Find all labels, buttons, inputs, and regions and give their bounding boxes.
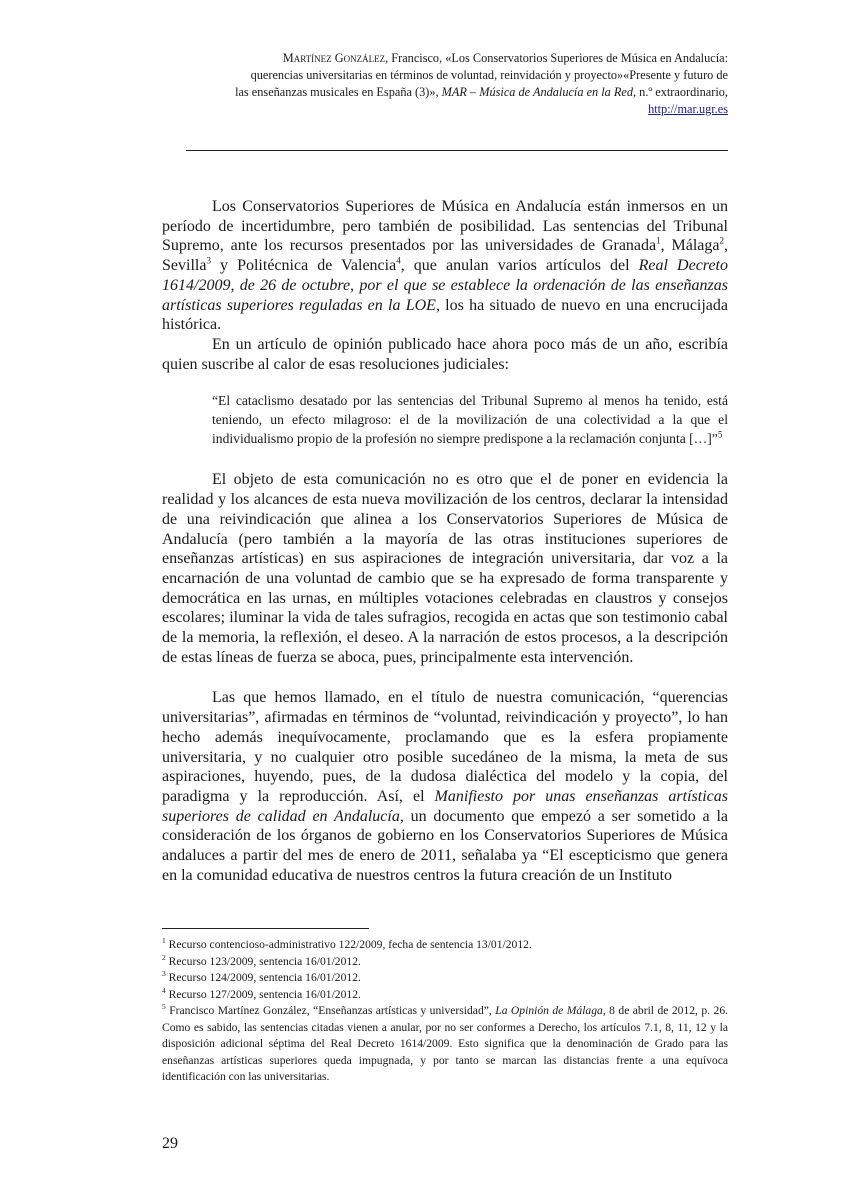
footnote-ref-4[interactable]: 4 [396,255,401,266]
footnote-5: $^5$ Francisco Martínez González, “Enseñanzas artísticas y universidad”, La Opinión de Málaga, 8 de abril de 2012, p. 26. Como es sabido, las sentencias citadas vienen a anular, por no ser conformes a Derecho, los artículos 7.1, 8, 11, 12 y la disposición adicional séptima del Real Decreto 1614/2009. Esto significa que la denominación de Grado para las enseñanzas artísticas superiores queda impugnada, y por tanto se marcan las distancias frente a una equívoca identificación con las universitarias. [162,1002,729,1083]
paragraph-2: En un artículo de opinión publicado hace ahora poco más de un año, escribía quien suscribe al calor de esas resoluciones judiciales: [162,335,728,373]
footnote-rule [162,928,369,929]
footnote-ref-5[interactable]: 5 [717,429,723,440]
footnote-2: $^2$ Recurso 123/2009, sentencia 16/01/2012. [162,952,361,968]
paragraph-1: Los Conservatorios Superiores de Música en Andalucía están inmersos en un período de incertidumbre, pero también de posibilidad. Las sentencias del Tribunal Supremo, ante los recursos presentados por las universidades de Granada$^1$, Málaga$^2$, Sevilla$^3$ y Politécnica de Valencia$^4$, que anulan varios artículos del Real Decreto 1614/2009, de 26 de octubre, por el que se establece la ordenación de las enseñanzas artísticas superiores reguladas en la LOE, los ha situado de nuevo en una encrucijada histórica. [162,198,729,334]
footnote-ref-3[interactable]: 3 [206,255,211,266]
footnote-4: $^4$ Recurso 127/2009, sentencia 16/01/2012. [162,985,361,1001]
page-number: 29 [162,1135,178,1152]
footnote-ref-2[interactable]: 2 [719,236,724,247]
header-journal: MAR – Música de Andalucía en la Red [441,85,634,99]
footnotes [162,937,728,1086]
header-author: Martínez González [282,51,386,65]
header-line-1: Martínez González, Francisco, «Los Conservatorios Superiores de Música en Andalucía: [282,51,728,65]
main-text [162,197,728,886]
block-quote: “El cataclismo desatado por las sentencias del Tribunal Supremo al menos ha tenido, está teniendo, un efecto milagroso: el de la movilización de una colectividad a la que el individualismo propio de la profesión no siempre predispone a la reclamación conjunta […]”$^5$ [212,393,728,446]
paragraph-4: Las que hemos llamado, en el título de nuestra comunicación, “querencias universitarias”, afirmadas en términos de “voluntad, reivindicación y proyecto”, lo han hecho además inequívocamente, proclamando que es la esfera propiamente universitaria, y no cualquier otro posible sucedáneo de la misma, la meta de sus aspiraciones, huyendo, pues, de la dudosa dialéctica del modelo y la copia, del paradigma y la reproducción. Así, el Manifiesto por unas enseñanzas artísticas superiores de calidad en Andalucía, un documento que empezó a ser sometido a la consideración de los órganos de gobierno en los Conservatorios Superiores de Música andaluces a partir del mes de enero de 2011, señalaba ya “El escepticismo que genera en la comunidad educativa de nuestros centros la futura creación de un Instituto [162,689,729,884]
header-rule [186,150,728,151]
running-header [160,50,728,118]
header-line-2: querencias universitarias en términos de voluntad, reinvidación y proyecto»«Presente y futuro de [250,68,728,82]
journal-link[interactable]: http://mar.ugr.es [648,102,728,116]
paragraph-3: El objeto de esta comunicación no es otro que el de poner en evidencia la realidad y los alcances de esta nueva movilización de los centros, declarar la intensidad de una reivindicación que alinea a los Conservatorios Superiores de Música de Andalucía (pero también a la mayoría de las otras instituciones superiores de enseñanzas artísticas) en sus aspiraciones de integración universitaria, dar voz a la encarnación de una voluntad de cambio que se ha expresado de forma transparente y democrática en las urnas, en múltiples votaciones celebradas en claustros y consejos escolares; iluminar la vida de tales sufragios, recogida en actas que son testimonio cabal de la memoria, la reflexión, el deseo. A la narración de estos procesos, a la descripción de estas líneas de fuerza se aboca, pues, principalmente esta intervención. [162,471,728,666]
footnote-1: $^1$ Recurso contencioso-administrativo 122/2009, fecha de sentencia 13/01/2012. [162,936,532,951]
footnote-3: $^3$ Recurso 124/2009, sentencia 16/01/2012. [162,969,361,984]
footnote-ref-1[interactable]: 1 [656,236,661,247]
header-line-3: las enseñanzas musicales en España (3)», MAR – Música de Andalucía en la Red, n.º extraordinario, [235,85,728,99]
